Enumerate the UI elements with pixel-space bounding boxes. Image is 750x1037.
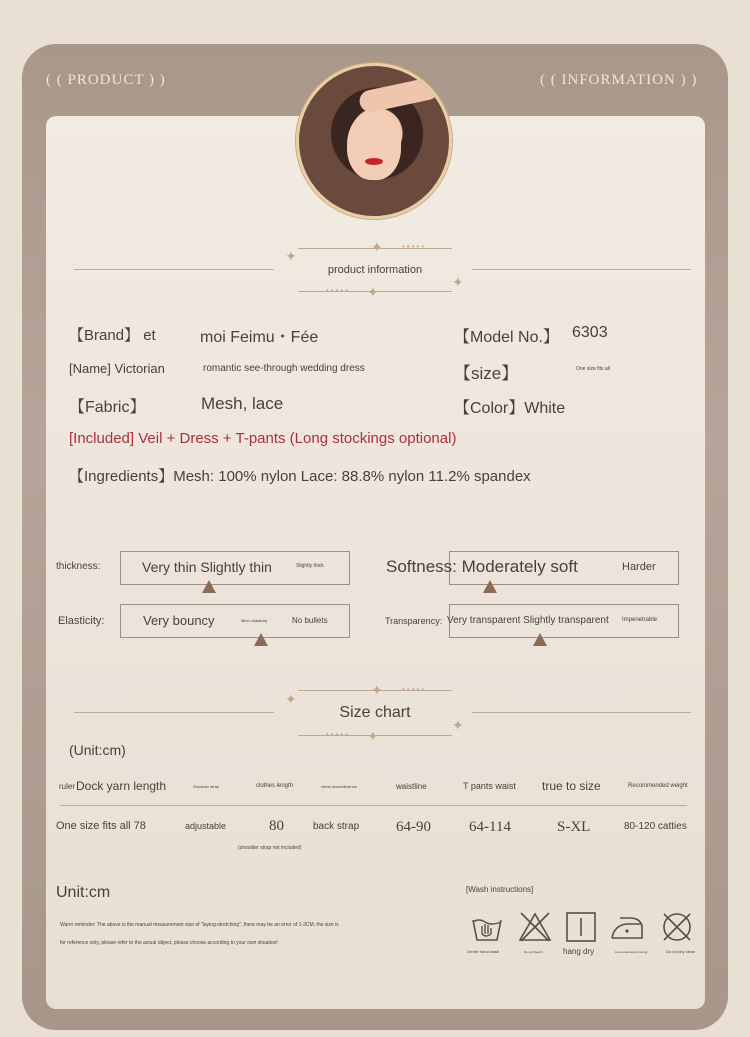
elasticity-option-main: Very bouncy [143, 613, 215, 628]
dots-decoration: ••••• [402, 242, 427, 251]
size-value: 80 [269, 818, 284, 834]
name-label: [Name] Victorian [69, 361, 165, 376]
no-dry-clean-icon [660, 910, 694, 944]
sparkle-icon: ✦ [452, 274, 464, 290]
size-value: 64-90 [396, 819, 431, 835]
sparkle-icon: ✦ [452, 717, 464, 733]
model-portrait [296, 63, 452, 219]
softness-marker [483, 580, 497, 593]
thickness-label: thickness: [56, 561, 101, 572]
size-header: clothes length [256, 783, 294, 789]
elasticity-marker [254, 633, 268, 646]
size-value: One size fits all [576, 366, 610, 372]
fabric-label: 【Fabric】 [69, 399, 146, 416]
size-value: 80-120 catties [624, 821, 687, 832]
size-label: 【size】 [454, 364, 519, 383]
transparency-option-alt: Impenetrable [622, 617, 658, 623]
size-value: back strap [313, 821, 360, 832]
dots-decoration: ••••• [402, 685, 427, 694]
wash-label: Do not dry clean [666, 949, 696, 954]
header-product: ( ( PRODUCT ) ) [46, 72, 166, 88]
size-header: ruler [59, 782, 76, 791]
size-header: Recommended weight [628, 783, 688, 789]
size-note: (shoulder strap not included) [238, 845, 302, 851]
divider-right [472, 269, 691, 270]
sparkle-icon: ✦ [367, 284, 379, 300]
fabric-value: Mesh, lace [201, 394, 284, 413]
ingredients: 【Ingredients】Mesh: 100% nylon Lace: 88.8% nylon 11.2% spandex [69, 468, 531, 485]
hang-dry-icon [564, 910, 598, 944]
size-value: S-XL [557, 819, 591, 835]
thickness-option-main: Very thin Slightly thin [142, 559, 272, 575]
transparency-marker [533, 633, 547, 646]
wash-title: [Wash instructions] [466, 885, 534, 894]
wash-label: Low temperature ironing [615, 950, 648, 954]
model-value: 6303 [572, 324, 608, 341]
footer-unit: Unit:cm [56, 884, 111, 901]
divider-right [472, 712, 691, 713]
header-information: ( ( INFORMATION ) ) [540, 72, 698, 88]
brand-label: 【Brand】 et [69, 327, 156, 344]
divider-left [74, 712, 274, 713]
wash-label: Gentle hand wash [467, 949, 500, 954]
thickness-option-alt: Slightly thick [296, 563, 324, 569]
size-value: 64-114 [469, 819, 511, 835]
size-value: adjustable [185, 821, 227, 831]
size-header: waistline [396, 782, 427, 791]
sparkle-icon: ✦ [285, 691, 297, 707]
warm-reminder-line2: for reference only, please refer to the actual object, please choose according to your own situation! [60, 940, 278, 946]
sparkle-icon: ✦ [367, 728, 379, 744]
transparency-option-main: Very transparent Slightly transparent [447, 615, 609, 626]
softness-option-main: Softness: Moderately soft [386, 557, 578, 576]
size-header: chest circumference [321, 784, 357, 789]
size-value: One size fits all 78 [56, 820, 146, 832]
color-label: 【Color】White [454, 400, 566, 417]
size-header: Dock yarn length [76, 779, 167, 793]
divider-left [74, 269, 274, 270]
wash-label: Do not bleach [524, 950, 543, 954]
wash-label: hang dry [563, 947, 595, 956]
size-header: Shoulder strap [193, 784, 220, 789]
size-chart-divider [60, 805, 687, 806]
section-title-product-information: product information [298, 248, 452, 292]
transparency-label: Transparency: [385, 616, 443, 626]
elasticity-option-mid: Micro elasticity [241, 618, 268, 623]
softness-option-alt: Harder [622, 561, 656, 573]
hand-wash-icon [470, 910, 504, 944]
size-header: true to size [542, 779, 601, 793]
brand-value: moi Feimu・Fée [200, 329, 319, 346]
elasticity-label: Elasticity: [58, 615, 105, 627]
warm-reminder-line1: Warm reminder: The above is the manual measurement size of "laying-stretching", there may be an error of 1-3CM, the size is [60, 922, 339, 928]
section-title-size-chart: Size chart [298, 690, 452, 736]
sparkle-icon: ✦ [285, 248, 297, 264]
elasticity-option-alt: No bullets [292, 616, 328, 625]
sparkle-icon: ✦ [371, 682, 383, 698]
dots-decoration: ••••• [326, 730, 351, 739]
size-header: T pants waist [463, 781, 516, 791]
no-bleach-icon [518, 910, 552, 944]
dots-decoration: ••••• [326, 286, 351, 295]
name-value: romantic see-through wedding dress [203, 363, 365, 374]
sparkle-icon: ✦ [371, 239, 383, 255]
model-label: 【Model No.】 [454, 329, 559, 346]
thickness-marker [202, 580, 216, 593]
low-iron-icon [610, 910, 644, 944]
size-chart-unit: (Unit:cm) [69, 742, 126, 758]
included-items: [Included] Veil + Dress + T-pants (Long stockings optional) [69, 430, 457, 447]
